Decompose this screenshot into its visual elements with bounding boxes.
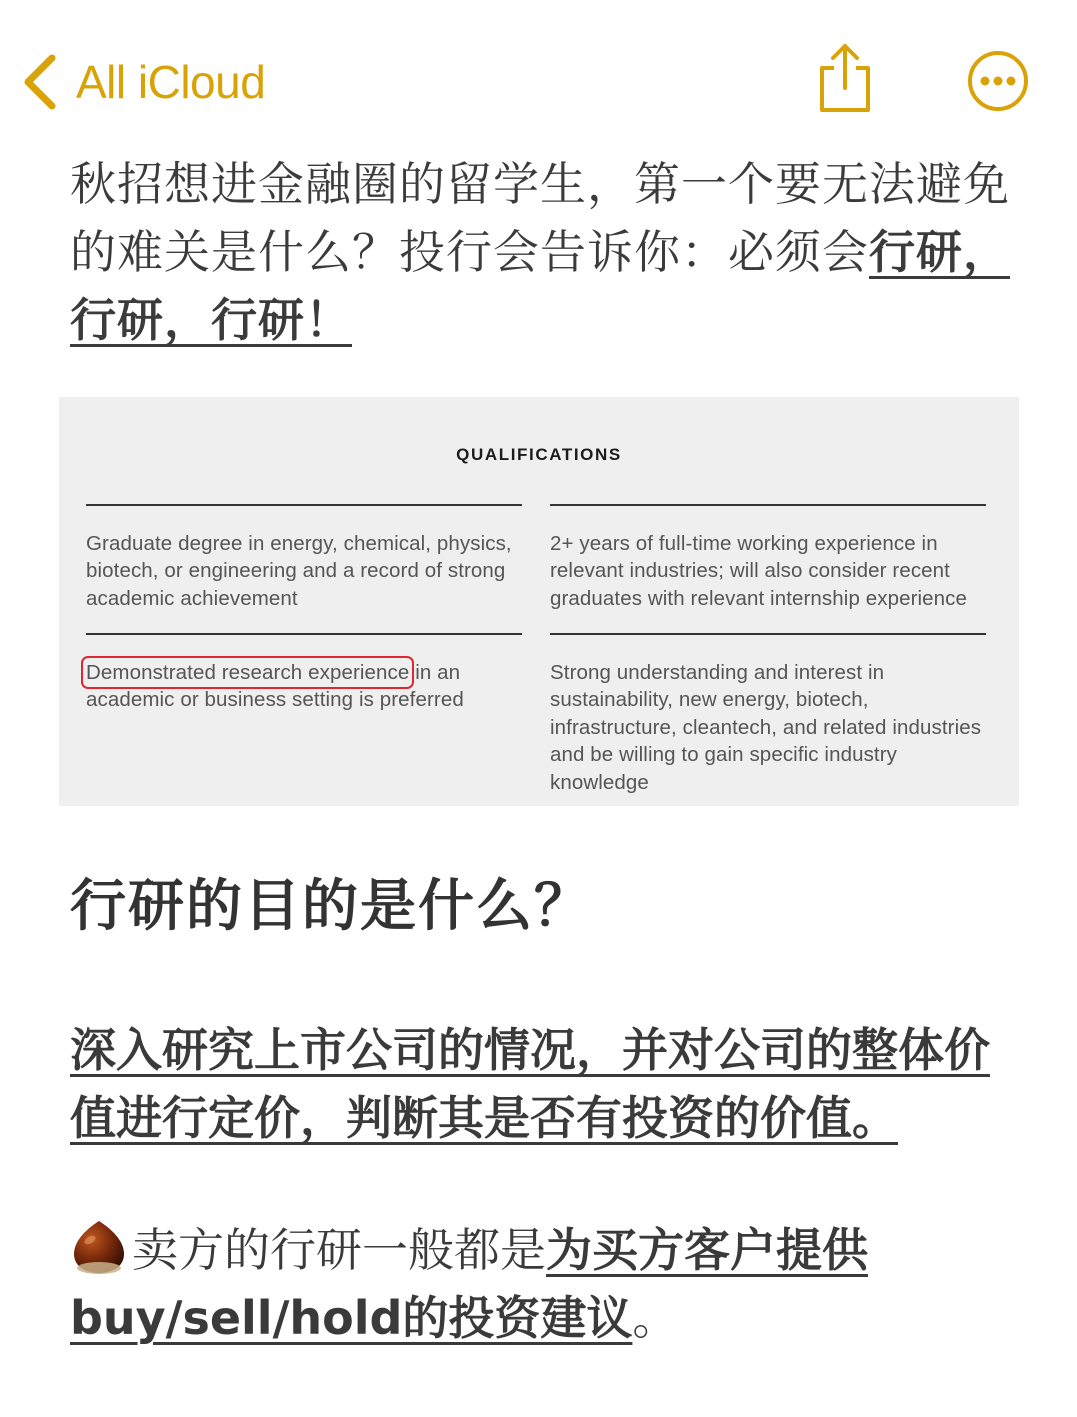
- qualification-item: [550, 633, 986, 796]
- sellside-suffix: 。: [632, 1291, 679, 1345]
- purpose-paragraph: 深入研究上市公司的情况，并对公司的整体价值进行定价，判断其是否有投资的价值。: [70, 1023, 990, 1145]
- qualification-text: Strong understanding and interest in sustainability, new energy, biotech, infrastructure, cleantech, and related industries and be willing to gain specific industry knowledge: [550, 660, 982, 794]
- more-button[interactable]: [966, 49, 1030, 113]
- share-icon: [816, 42, 874, 114]
- qualification-item: [86, 633, 522, 714]
- qualification-text: in an academic or business setting is preferred: [86, 660, 464, 711]
- chevron-left-icon: [22, 54, 58, 110]
- qualifications-title: QUALIFICATIONS: [456, 445, 622, 464]
- nav-bar: [0, 0, 1077, 150]
- divider: [550, 633, 986, 635]
- sellside-emphasis: 为买方客户提供buy/sell/hold的投资建议: [70, 1223, 868, 1345]
- intro-emphasis: 行研，行研，行研！: [70, 225, 1010, 347]
- qualifications-image: [59, 397, 1019, 806]
- sellside-paragraph: [70, 1216, 1020, 1352]
- section-heading: 行研的目的是什么？: [70, 874, 592, 939]
- divider: [550, 504, 986, 506]
- qualification-item: [86, 504, 522, 612]
- qualification-text: Graduate degree in energy, chemical, physics, biotech, or engineering and a record of strong academic achievement: [86, 531, 512, 610]
- qualification-item: [550, 504, 986, 612]
- back-label: All iCloud: [76, 56, 266, 108]
- intro-paragraph: [70, 150, 1010, 354]
- qualification-text: 2+ years of full-time working experience in relevant industries; will also consider recent graduates with relevant internship experience: [550, 531, 968, 610]
- intro-text: 秋招想进金融圈的留学生，第一个要无法避免的难关是什么？投行会告诉你：必须会: [70, 157, 1010, 279]
- more-icon: [966, 49, 1030, 113]
- chestnut-icon: [70, 1218, 128, 1276]
- share-button[interactable]: [816, 42, 874, 114]
- sellside-prefix: 卖方的行研一般都是: [132, 1223, 546, 1277]
- divider: [86, 504, 522, 506]
- divider: [86, 633, 522, 635]
- highlighted-phrase: Demonstrated research experience: [86, 660, 410, 684]
- back-button[interactable]: [22, 52, 265, 112]
- qualification-text-group: [86, 659, 522, 714]
